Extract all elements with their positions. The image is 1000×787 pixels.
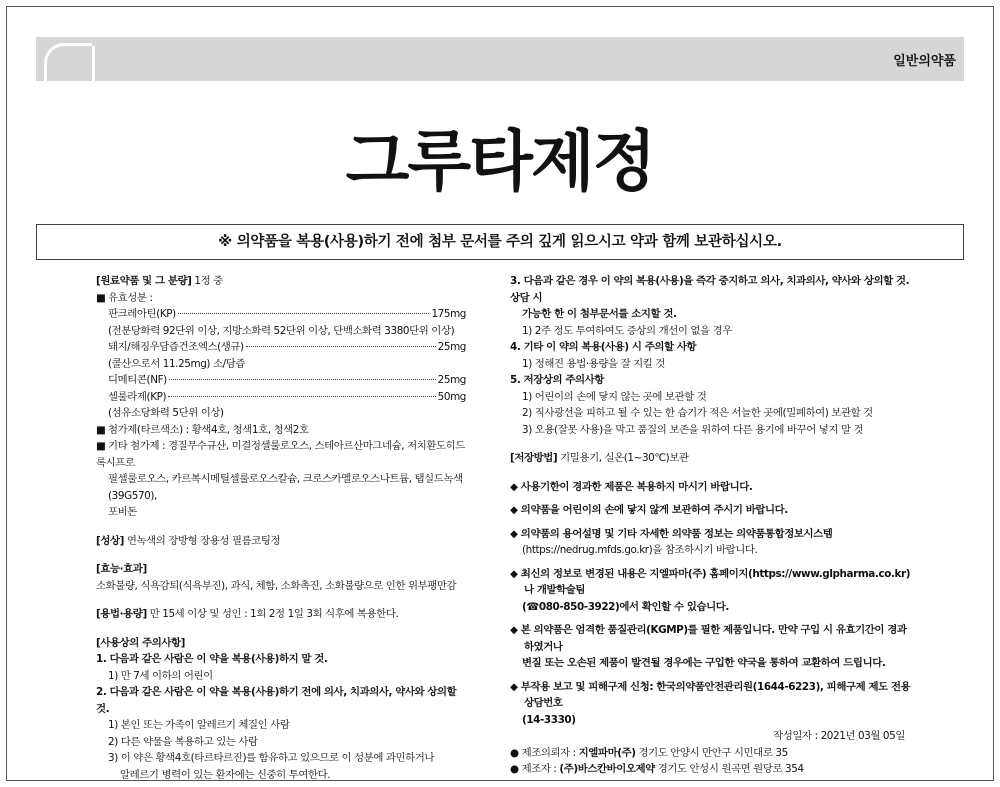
caution-subitem: 1) 만 7세 이하의 어린이 [108, 669, 213, 682]
caution-subitem: 3) 오용(잘못 사용)을 막고 품질의 보존을 위하여 다른 용기에 바꾸어 넣지 말 것 [522, 423, 864, 436]
written-date: 작성일자 : 2021년 03월 05일 [773, 730, 905, 742]
notice-item: ◆ 부작용 보고 및 피해구제 신청: 한국의약품안전관리원(1644-6223), 피해구제 제도 전용 상담번호 [510, 680, 911, 709]
caution-item-title: 1. 다음과 같은 사람은 이 약을 복용(사용)하지 말 것. [96, 653, 328, 665]
caution-subitem: 1) 정해진 용법·용량을 잘 지킬 것 [522, 357, 665, 370]
left-column [96, 273, 466, 783]
caution-item-title: 4. 기타 이 약의 복용(사용) 시 주의할 사항 [510, 341, 697, 353]
notice-item-cont: (☎080-850-3922)에서 확인할 수 있습니다. [522, 600, 729, 613]
colorant-line: ■ 첨가제(타르색소) : 황색4호, 청색1호, 청색2호 [96, 423, 309, 436]
caution-item-title: 2. 다음과 같은 사람은 이 약을 복용(사용)하기 전에 의사, 치과의사, 약사와 상의할 것. [96, 686, 457, 715]
caution-item-title: 3. 다음과 같은 경우 이 약의 복용(사용)을 즉각 중지하고 의사, 치과의사, 약사와 상의할 것. 상담 시 [510, 275, 910, 304]
storage-section: [저장방법] 기밀용기, 실온(1~30℃)보관 [510, 452, 689, 464]
ingredient-row: 판크레아틴(KP) 175mg [108, 308, 466, 320]
header-tab-shape [44, 43, 92, 81]
caution-heading: [사용상의 주의사항] [96, 636, 186, 649]
ingredient-row: 디메티콘(NF) 25mg [108, 374, 466, 386]
efficacy-text: 소화불량, 식욕감퇴(식욕부진), 과식, 체함, 소화촉진, 소화불량으로 인한 위부팽만감 [96, 579, 457, 592]
caution-item-title-cont: 가능한 한 이 첨부문서를 소지할 것. [522, 308, 677, 320]
active-heading: ■ 유효성분 : [96, 291, 153, 304]
notice-item: ◆ 본 의약품은 엄격한 품질관리(KGMP)를 필한 제품입니다. 만약 구입 시 유효기간이 경과하였거나 [510, 624, 907, 653]
caution-subitem: 1) 어린이의 손에 닿지 않는 곳에 보관할 것 [522, 390, 707, 403]
product-title: 그루타제정 [345, 123, 655, 200]
notice-item: ◆ 의약품을 어린이의 손에 닿지 않게 보관하여 주시기 바랍니다. [510, 504, 788, 516]
composition-heading: [원료약품 및 그 분량] 1정 중 [96, 275, 223, 287]
notice-item: ◆ 사용기한이 경과한 제품은 복용하지 마시기 바랍니다. [510, 480, 753, 493]
ingredient-note: (콜산으로서 11.25mg) 소/담즙 [108, 357, 245, 370]
right-column [510, 273, 915, 778]
caution-subitem: 1) 본인 또는 가족이 알레르기 체질인 사람 [108, 719, 290, 731]
other-additives-cont: 필셀룰로오스, 카르복시메틸셀룰로오스칼슘, 크로스카멜로오스나트륨, 탭실드녹색(39G570), [108, 473, 463, 502]
notice-item-cont: 변질 또는 오손된 제품이 발견될 경우에는 구입한 약국을 통하여 교환하여 드립니다. [522, 657, 886, 669]
category-label: 일반의약품 [893, 54, 956, 69]
notice-item-cont: (14-3330) [522, 713, 576, 726]
other-additives-cont: 포비돈 [108, 506, 137, 518]
ingredient-note: (전분당화력 92단위 이상, 지방소화력 52단위 이상, 단백소화력 3380단위 이상) [108, 324, 455, 337]
other-additives: ■ 기타 첨가제 : 경질무수규산, 미결정셀룰로오스, 스테아르산마그네슘, 저치환도히드록시프로 [96, 440, 465, 469]
efficacy-heading: [효능·효과] [96, 563, 147, 575]
notice-item: ◆ 최신의 정보로 변경된 내용은 지엘파마(주) 홈페이지(https://www.glpharma.co.kr)나 개발학술팀 [510, 567, 911, 596]
notice-item: ◆ 의약품의 용어설명 및 기타 자세한 의약품 정보는 의약품통합정보시스템 [510, 527, 833, 540]
ingredient-note: (섬유소당화력 5단위 이상) [108, 407, 224, 419]
caution-item-title: 5. 저장상의 주의사항 [510, 374, 604, 386]
caution-subitem: 2) 다른 약물을 복용하고 있는 사람 [108, 735, 258, 748]
dosage-section: [용법·용량] 만 15세 이상 및 성인 : 1회 2정 1일 3회 식후에 복용한다. [96, 608, 399, 620]
appearance-section: [성상] 연녹색의 장방형 장용성 필름코팅정 [96, 534, 281, 547]
manufacturer-dealer: ● 제조의뢰자 : 지엘파마(주) 경기도 안양시 만안구 시민대로 35 [510, 746, 788, 759]
manufacturer: ● 제조자 : (주)바스칸바이오제약 경기도 안성시 원곡면 원당로 354 [510, 763, 804, 775]
header-bar [36, 37, 964, 81]
notice-box: ※ 의약품을 복용(사용)하기 전에 첨부 문서를 주의 깊게 읽으시고 약과 함께 보관하십시오. [36, 224, 964, 260]
caution-subitem: 2) 직사광선을 피하고 될 수 있는 한 습기가 적은 서늘한 곳에(밀폐하여) 보관할 것 [522, 407, 873, 419]
ingredient-row: 돼지/해징우담즙건조엑스(생규) 25mg [108, 341, 466, 353]
notice-item-cont: (https://nedrug.mfds.go.kr)을 참조하시기 바랍니다. [522, 544, 758, 556]
caution-subitem: 1) 2주 정도 투여하여도 증상의 개선이 없을 경우 [522, 324, 732, 337]
caution-subitem-cont: 알레르기 병력이 있는 환자에는 신중히 투여한다. [120, 768, 331, 781]
caution-subitem: 3) 이 약은 황색4호(타르타르진)를 함유하고 있으므로 이 성분에 과민하거나 [108, 752, 435, 764]
ingredient-row: 셀룰라제(KP) 50mg [108, 390, 466, 403]
